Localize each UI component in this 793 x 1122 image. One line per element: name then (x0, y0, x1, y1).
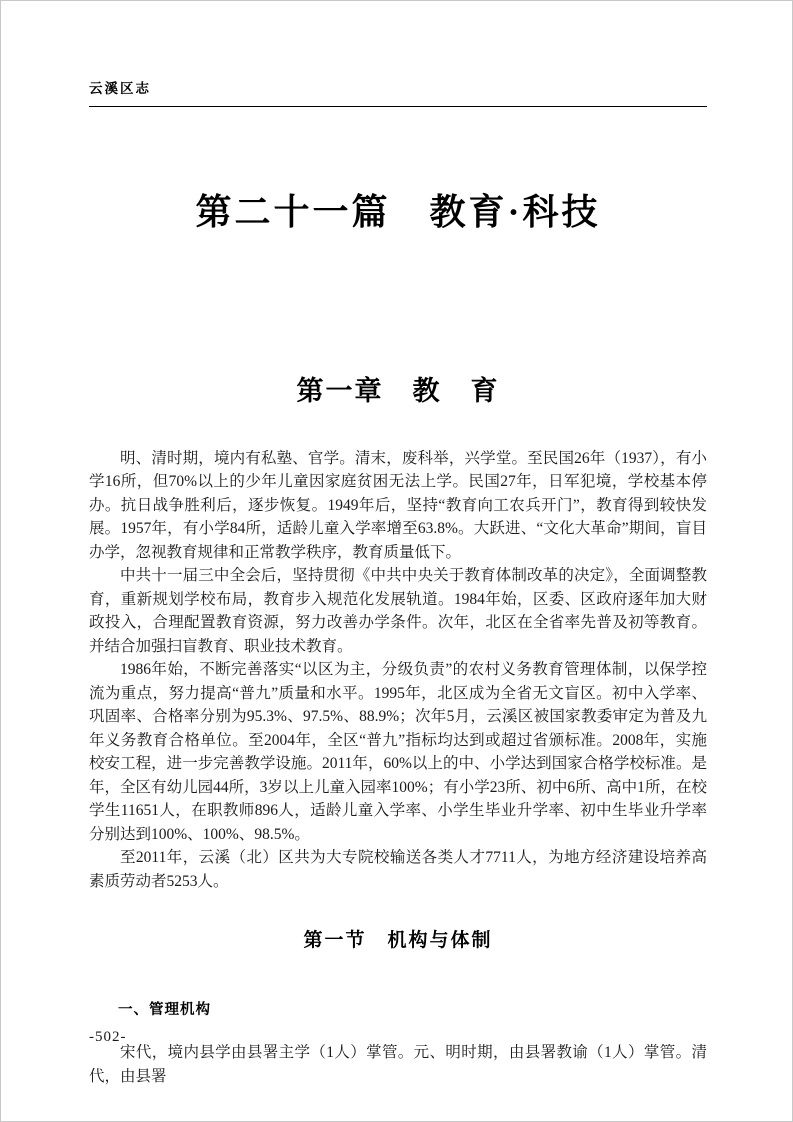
chapter-title: 第一章 教 育 (296, 375, 500, 406)
intro-paragraph: 明、清时期，境内有私塾、官学。清末，废科举，兴学堂。至民国26年（1937），有小学16所，但70%以上的少年儿童因家庭贫困无法上学。民国27年，日军犯境，学校基本停办。抗日战争胜利后，逐步恢复。1949年后，坚持“教育向工农兵开门”，教育得到较快发展。1957年，有小学84所，适龄儿童入学率增至63.8%。大跃进、“文化大革命”期间，盲目办学，忽视教育规律和正常教学秩序，教育质量低下。 (89, 449, 707, 561)
page-number: -502- (89, 1029, 127, 1045)
intro-paragraph: 至2011年，云溪（北）区共为大专院校输送各类人才7711人，为地方经济建设培养高素质劳动者5253人。 (89, 849, 707, 890)
intro-paragraph: 1986年始，不断完善落实“以区为主，分级负责”的农村义务教育管理体制，以保学控流为重点，努力提高“普九”质量和水平。1995年，北区成为全省无文盲区。初中入学率、巩固率、合格率分别为95.3%、97.5%、88.9%；次年5月，云溪区被国家教委审定为普及九年义务教育合格单位。至2004年，全区“普九”指标均达到或超过省颁标准。2008年，实施校安工程，进一步完善教学设施。2011年，60%以上的中、小学达到国家合格学校标准。是年，全区有幼儿园44所，3岁以上儿童入园率100%；有小学23所、初中6所、高中1所，在校学生11651人，在职教师896人，适龄儿童入学率、小学生毕业升学率、初中生毕业升学率分别达到100%、100%、98.5%。 (89, 661, 707, 843)
intro-paragraphs (89, 447, 707, 894)
page-content (89, 1, 707, 1088)
running-header-text: 云溪区志 (89, 81, 151, 96)
part-title: 第二十一篇 教育·科技 (195, 192, 601, 232)
body-paragraph: 宋代，境内县学由县署主学（1人）掌管。元、明时期，由县署教谕（1人）掌管。清代，由县署 (89, 1044, 707, 1085)
section-title: 第一节 机构与体制 (303, 930, 493, 952)
subsection-title: 一、管理机构 (118, 1002, 211, 1019)
intro-paragraph: 中共十一届三中全会后，坚持贯彻《中共中央关于教育体制改革的决定》，全面调整教育，重新规划学校布局，教育步入规范化发展轨道。1984年始，区委、区政府逐年加大财政投入，合理配置教育资源，努力改善办学条件。次年，北区在全省率先普及初等教育。并结合加强扫盲教育、职业技术教育。 (89, 567, 707, 655)
